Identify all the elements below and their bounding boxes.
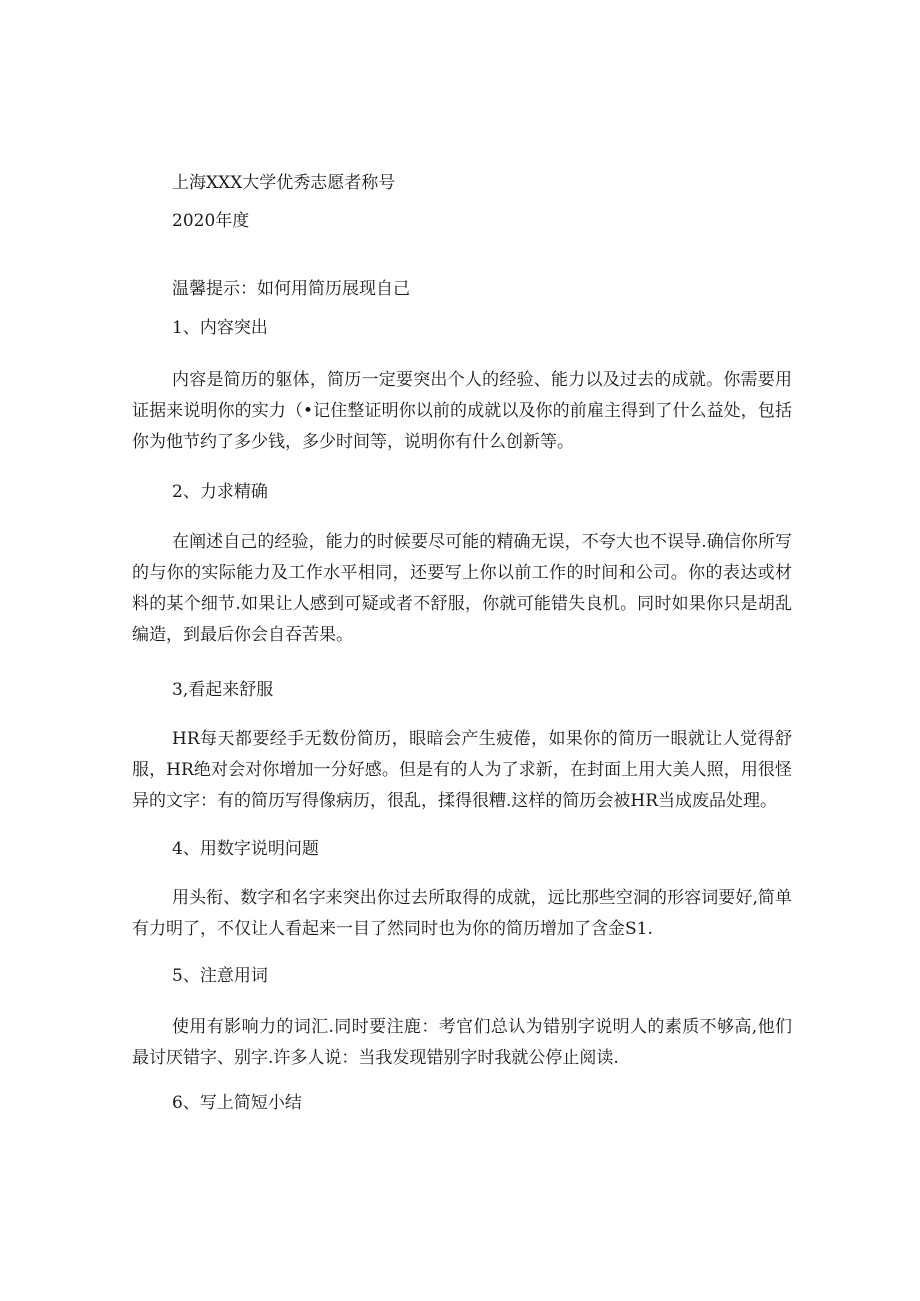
section-body-3: HR每天都要经手无数份简历，眼暗会产生疲倦，如果你的简历一眼就让人觉得舒服，HR绝对会对你增加一分好感。但是有的人为了求新，在封面上用大美人照，用很怪异的文字：有的简历写得像病历，很乱，揉得很糟.这样的简历会被HR当成废品处理。 [132,729,792,811]
section-heading-6: 6、写上简短小结 [172,1093,302,1113]
section-body-4: 用头衔、数字和名字来突出你过去所取得的成就，远比那些空洞的形容词要好,简单有力明了，不仅让人看起来一目了然同时也为你的简历增加了含金S1. [132,888,792,939]
section-heading-1: 1、内容突出 [172,318,268,338]
section-body-1: 内容是简历的躯体，简历一定要突出个人的经验、能力以及过去的成就。你需要用证据来说明你的实力（•记住整证明你以前的成就以及你的前雇主得到了什么益处，包括你为他节约了多少钱，多少时间等，说明你有什么创新等。 [132,370,792,452]
section-heading-3: 3,看起来舒服 [172,680,274,700]
award-year: 2020年度 [172,211,250,231]
tip-heading: 温馨提示：如何用简历展现自己 [172,279,410,299]
section-body-2: 在阐述自己的经验，能力的时候要尽可能的精确无误，不夸大也不误导.确信你所写的与你的实际能力及工作水平相同，还要写上你以前工作的时间和公司。你的表达或材料的某个细节.如果让人感到可疑或者不舒服，你就可能错失良机。同时如果你只是胡乱编造，到最后你会自吞苦果。 [132,532,792,645]
award-title: 上海XXX大学优秀志愿者称号 [172,173,396,193]
section-heading-4: 4、用数字说明问题 [172,839,319,859]
section-heading-5: 5、注意用词 [172,966,268,986]
section-body-5: 使用有影响力的词汇.同时要注鹿：考官们总认为错别字说明人的素质不够高,他们最讨厌错字、别字.许多人说：当我发现错别字时我就公停止阅读. [132,1017,792,1068]
section-heading-2: 2、力求精确 [172,482,268,502]
